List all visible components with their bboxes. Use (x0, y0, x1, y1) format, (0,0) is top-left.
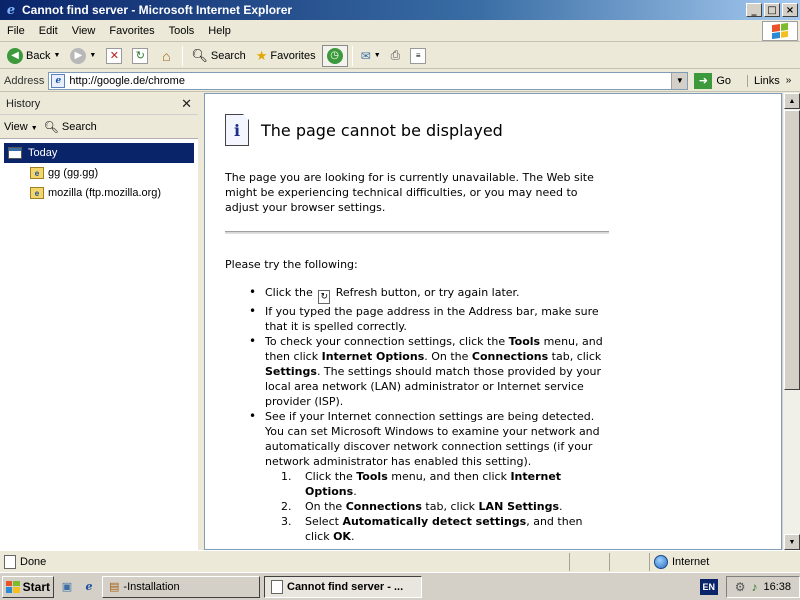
favorites-label: Favorites (270, 49, 316, 62)
tip-text: See if your Internet connection settings are being detected. You can set Microsoft Windows to examine your network and automatically discover network connection settings (if your network administrator has enabled this setting). (265, 410, 600, 468)
try-label: Please try the following: (225, 258, 358, 271)
installer-icon: ▤ (109, 581, 120, 593)
clock[interactable]: 16:38 (763, 580, 791, 593)
chevron-right-icon[interactable]: » (785, 75, 792, 86)
close-icon[interactable]: ✕ (181, 95, 192, 111)
tip-text: menu, and then click (265, 335, 603, 363)
folder-icon: e (30, 167, 44, 179)
error-heading (225, 114, 605, 146)
back-label: Back (26, 49, 51, 62)
search-label: Search (210, 49, 246, 62)
favorites-button[interactable] (252, 46, 320, 66)
step-number: 3. (281, 515, 292, 528)
history-header (0, 93, 198, 115)
tip-bold: Connections (471, 350, 549, 363)
volume-icon[interactable]: ♪ (751, 579, 758, 594)
go-button[interactable] (694, 73, 731, 89)
step-item (281, 514, 605, 544)
history-item-today[interactable] (4, 143, 194, 163)
maximize-button[interactable]: □ (764, 3, 780, 17)
page-icon: e (51, 74, 65, 88)
star-icon: ★ (255, 47, 268, 63)
task-installation[interactable] (102, 576, 260, 598)
go-arrow-icon: ➜ (694, 73, 712, 89)
address-label: Address (4, 74, 45, 87)
menu-favorites[interactable]: Favorites (109, 24, 155, 37)
toolbar-separator (352, 46, 353, 66)
desktop-icon[interactable]: ▣ (61, 581, 73, 593)
status-text: Done (20, 555, 47, 568)
calendar-icon (8, 147, 22, 159)
stop-icon: ✕ (106, 48, 122, 64)
back-arrow-icon: ◀ (7, 48, 23, 64)
menu-view[interactable]: View (71, 24, 96, 37)
search-icon: 🔍︎ (43, 119, 59, 134)
tip-bold: Internet Options (321, 350, 425, 363)
error-page (205, 94, 605, 544)
status-bar (0, 550, 800, 572)
tip-text: Click the (265, 286, 313, 299)
step-text: On the (305, 500, 346, 513)
tip-address: • If you typed the page address in the Address bar, make sure that it is spelled correctly. (249, 304, 605, 334)
taskbar (0, 572, 800, 600)
history-search-button[interactable] (44, 120, 97, 134)
tip-text: . On the (424, 350, 472, 363)
task-ie[interactable] (264, 576, 422, 598)
history-title: History (6, 97, 41, 110)
menu-file[interactable]: File (7, 24, 25, 37)
ie-icon: e (6, 2, 16, 18)
step-bold: Internet Options (305, 470, 562, 498)
page-title: The page cannot be displayed (261, 120, 503, 140)
tip-connection (249, 334, 605, 409)
toolbar-separator (182, 46, 183, 66)
back-dropdown-icon[interactable]: ▼ (53, 52, 61, 59)
menu-help[interactable]: Help (208, 24, 231, 37)
step-text: tab, click (421, 500, 479, 513)
mail-button[interactable] (357, 47, 385, 65)
step-text: . (350, 530, 355, 543)
print-icon: ⎙ (390, 48, 401, 62)
back-button[interactable] (3, 46, 64, 66)
history-view-button[interactable] (4, 121, 38, 133)
step-text: Click the (305, 470, 357, 483)
step-text: Select (305, 515, 343, 528)
window-controls (746, 3, 798, 17)
mail-icon: ✉ (360, 48, 371, 63)
close-button[interactable]: × (782, 3, 798, 17)
zone-text: Internet (672, 555, 710, 568)
history-icon: ◷ (327, 48, 343, 64)
history-list (0, 139, 198, 207)
title-bar (0, 0, 800, 20)
divider (225, 231, 609, 234)
step-item (281, 499, 605, 514)
go-label: Go (716, 74, 732, 87)
history-pane (0, 93, 201, 550)
status-panel (570, 553, 610, 571)
windows-flag-icon (772, 23, 788, 39)
vertical-scrollbar[interactable] (782, 93, 800, 550)
links-button[interactable]: Links (747, 75, 780, 87)
tip-text: . The settings should match those provided by your local area network (LAN) administrator or Internet service provider (ISP). (265, 365, 601, 408)
history-item-label: mozilla (ftp.mozilla.org) (48, 187, 162, 199)
windows-logo (762, 21, 798, 41)
refresh-button[interactable] (128, 46, 152, 66)
step-item (281, 469, 605, 499)
step-bold: Tools (356, 470, 388, 483)
menu-tools[interactable]: Tools (168, 24, 195, 37)
status-zone (650, 553, 800, 571)
search-button[interactable] (187, 46, 249, 66)
refresh-icon: ↻ (132, 48, 148, 64)
home-icon: ⌂ (162, 47, 171, 64)
scroll-up-icon[interactable]: ▲ (784, 93, 800, 109)
page-content (204, 93, 782, 550)
minimize-button[interactable]: _ (746, 3, 762, 17)
address-input[interactable] (69, 75, 687, 87)
network-icon[interactable]: ⚙ (734, 579, 746, 594)
steps-list (265, 469, 605, 544)
tip-text: tab, click (548, 350, 602, 363)
globe-icon (654, 555, 668, 569)
menu-edit[interactable]: Edit (38, 24, 58, 37)
tip-bold: Settings (265, 365, 317, 378)
history-toolbar (0, 115, 198, 139)
forward-dropdown-icon[interactable]: ▼ (89, 52, 97, 59)
ie-quicklaunch-icon[interactable]: e (85, 580, 93, 593)
step-bold: LAN Settings (478, 500, 560, 513)
history-item-gg[interactable] (4, 163, 194, 183)
step-bold: OK (333, 530, 351, 543)
tips-list (225, 285, 605, 544)
start-label: Start (22, 579, 50, 594)
task-label: Cannot find server - ... (287, 580, 404, 593)
address-dropdown-icon[interactable]: ▼ (671, 73, 687, 89)
history-item-mozilla[interactable] (4, 183, 194, 203)
tip-refresh (249, 285, 605, 304)
step-text: . (559, 500, 563, 513)
chevron-down-icon: ▼ (30, 124, 38, 132)
print-button[interactable] (387, 46, 405, 65)
mail-dropdown-icon[interactable]: ▼ (373, 52, 381, 59)
error-message: The page you are looking for is currently unavailable. The Web site might be experiencing technical difficulties, or you may need to adjust your browser settings. (225, 171, 594, 214)
tip-bold: Tools (508, 335, 541, 348)
edit-button[interactable] (406, 46, 430, 66)
page-status-icon (4, 555, 16, 569)
forward-arrow-icon: ▶ (70, 48, 86, 64)
language-indicator[interactable]: EN (700, 579, 718, 595)
history-button[interactable] (322, 45, 348, 67)
step-number: 2. (281, 500, 292, 513)
search-icon: 🔍︎ (191, 47, 208, 63)
step-bold: Automatically detect settings (342, 515, 527, 528)
status-panel (610, 553, 650, 571)
scroll-down-icon[interactable]: ▼ (784, 534, 800, 550)
address-field[interactable] (48, 72, 688, 90)
start-button[interactable] (2, 576, 54, 598)
step-bold: Connections (345, 500, 422, 513)
address-bar (0, 70, 800, 92)
history-view-label: View (4, 120, 28, 133)
step-text: , and then click (305, 515, 583, 543)
forward-button[interactable] (66, 46, 100, 66)
step-text: . (353, 485, 357, 498)
folder-icon: e (30, 187, 44, 199)
menu-bar (0, 20, 800, 42)
tip-text: Refresh button, or try again later. (335, 286, 520, 299)
refresh-icon: ↻ (318, 290, 330, 304)
home-button[interactable] (154, 46, 178, 66)
history-item-label: gg (gg.gg) (48, 167, 99, 179)
edit-icon: ≡ (410, 48, 426, 64)
step-number: 1. (281, 470, 292, 483)
history-item-label: Today (28, 147, 58, 159)
window-title: Cannot find server - Microsoft Internet Explorer (22, 3, 293, 17)
tip-detect (249, 409, 605, 544)
system-tray (700, 576, 800, 598)
windows-flag-icon (6, 581, 20, 593)
step-text: menu, and then click (387, 470, 511, 483)
notification-area (726, 576, 800, 598)
history-search-label: Search (61, 120, 97, 133)
status-done (0, 553, 570, 571)
page-icon (271, 580, 283, 594)
task-label: -Installation (123, 580, 180, 593)
tip-text: To check your connection settings, click the (265, 335, 509, 348)
standard-toolbar (0, 43, 800, 69)
info-icon: i (225, 114, 249, 146)
scroll-thumb[interactable] (784, 110, 800, 390)
stop-button[interactable] (102, 46, 126, 66)
